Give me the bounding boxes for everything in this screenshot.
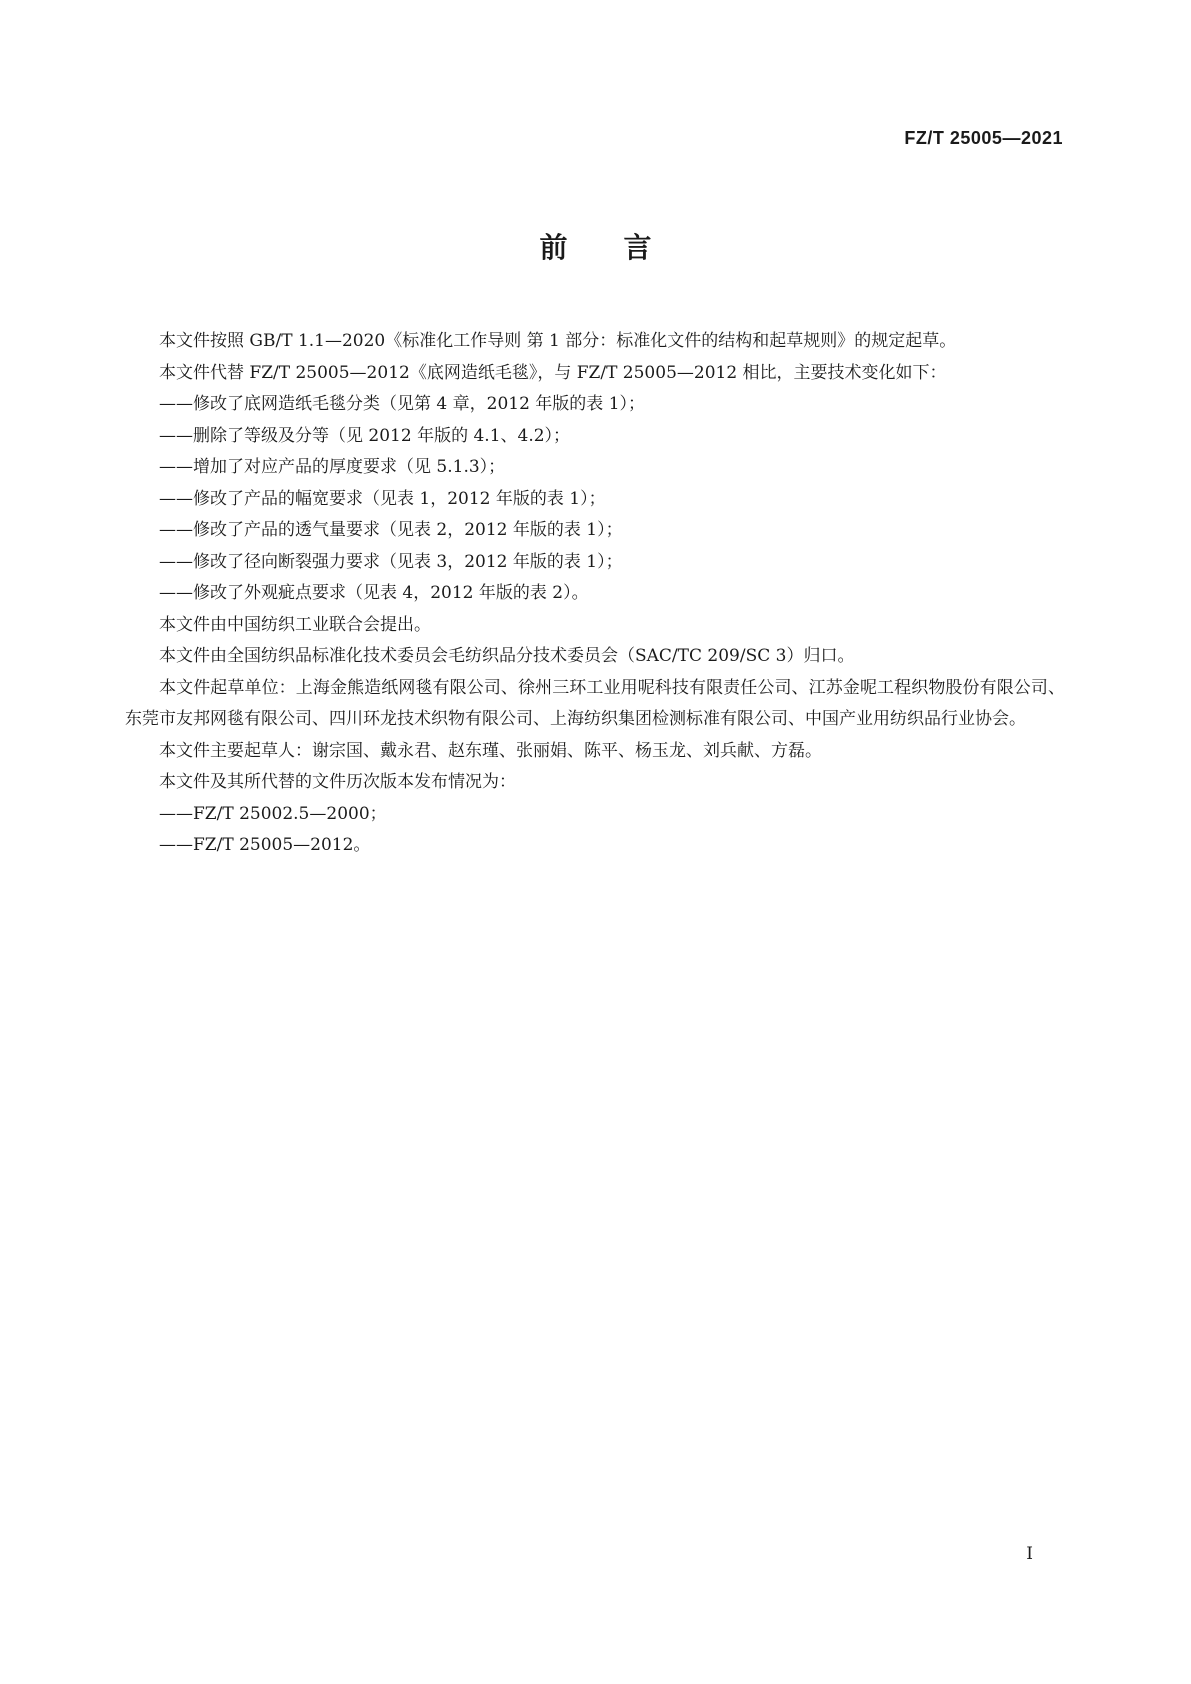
paragraph-proposer: 本文件由中国纺织工业联合会提出。 xyxy=(159,614,431,635)
paragraph-drafting-units: 本文件起草单位：上海金熊造纸网毯有限公司、徐州三环工业用呢科技有限责任公司、江苏金呢工程织物股份有限公司、东莞市友邦网毯有限公司、四川环龙技术织物有限公司、上海纺织集团检测标准有限公司、中国产业用纺织品行业协会。 xyxy=(125,677,1065,729)
paragraph-history-intro: 本文件及其所代替的文件历次版本发布情况为： xyxy=(159,772,516,792)
paragraph-replacement: 本文件代替 FZ/T 25005—2012《底网造纸毛毯》，与 FZ/T 25005—2012 相比，主要技术变化如下： xyxy=(159,362,947,383)
document-body xyxy=(125,326,1065,862)
paragraph-drafting-rules: 本文件按照 GB/T 1.1—2020《标准化工作导则 第 1 部分：标准化文件的结构和起草规则》的规定起草。 xyxy=(159,331,957,351)
page-title: 前言 xyxy=(539,231,708,264)
change-item: ——修改了径向断裂强力要求（见表 3，2012 年版的表 1）； xyxy=(159,551,623,572)
change-item: ——修改了产品的透气量要求（见表 2，2012 年版的表 1）； xyxy=(159,520,623,540)
change-item: ——删除了等级及分等（见 2012 年版的 4.1、4.2）； xyxy=(159,425,571,446)
change-item: ——修改了外观疵点要求（见表 4，2012 年版的表 2）。 xyxy=(159,583,589,603)
page-number: I xyxy=(1026,1544,1033,1564)
document-code: FZ/T 25005—2021 xyxy=(904,128,1063,148)
history-item: ——FZ/T 25005—2012。 xyxy=(159,835,371,855)
paragraph-drafters: 本文件主要起草人：谢宗国、戴永君、赵东瑾、张丽娟、陈平、杨玉龙、刘兵献、方磊。 xyxy=(159,740,822,761)
change-item: ——修改了产品的幅宽要求（见表 1，2012 年版的表 1）； xyxy=(159,488,606,509)
history-item: ——FZ/T 25002.5—2000； xyxy=(159,803,387,824)
change-item: ——增加了对应产品的厚度要求（见 5.1.3）； xyxy=(159,457,506,477)
paragraph-committee: 本文件由全国纺织品标准化技术委员会毛纺织品分技术委员会（SAC/TC 209/SC 3）归口。 xyxy=(159,646,855,666)
change-item: ——修改了底网造纸毛毯分类（见第 4 章，2012 年版的表 1）； xyxy=(159,394,646,414)
